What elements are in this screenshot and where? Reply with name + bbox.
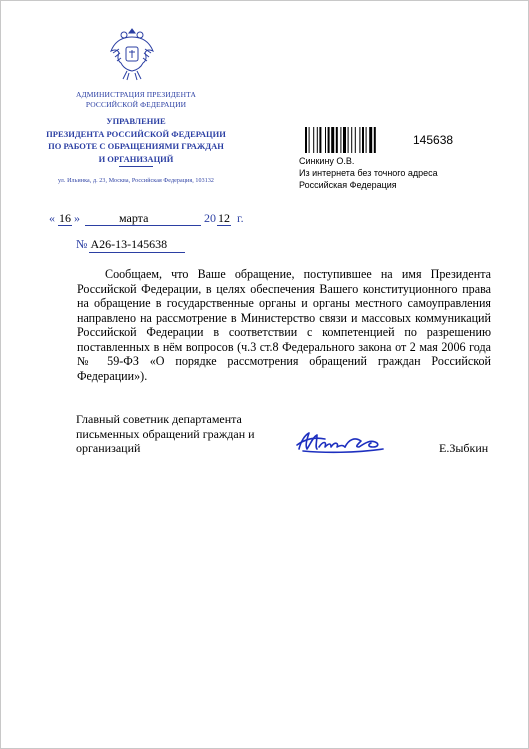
barcode (305, 127, 399, 153)
recipient-country: Российская Федерация (299, 180, 397, 190)
letter-body: Сообщаем, что Ваше обращение, поступившее на имя Президента Российской Федерации, в целях обеспечения Вашего конституционного права на обращение в государственные органы и органы местного самоуправления направлено на рассмотрение в Министерство связи и массовых коммуникаций Российской Федерации в соответствии с компетенцией по разрешению поставленных в нём вопросов (ч.3 ст.8 Федерального закона от 2 мая 2006 года № 59-ФЗ «О порядке рассмотрения обращений граждан Российской Федерации»). (77, 267, 491, 383)
header-address: ул. Ильинка, д. 23, Москва, Российская Федерация, 103132 (57, 178, 215, 184)
coat-of-arms-emblem (109, 23, 155, 83)
date-close-quote: » (74, 211, 80, 225)
signer-title: Главный советник департамента письменных обращений граждан и организаций (76, 412, 255, 455)
letter-date (49, 211, 249, 227)
administration-name: АДМИНИСТРАЦИЯ ПРЕЗИДЕНТА РОССИЙСКОЙ ФЕДЕРАЦИИ (76, 90, 196, 109)
registration-prefix: № (76, 237, 88, 251)
barcode-number: 145638 (413, 133, 454, 147)
date-year-prefix: 20 (204, 211, 216, 225)
recipient-name: Синкину О.В. (299, 156, 355, 166)
registration-value: А26-13-145638 (90, 237, 168, 251)
signer-name: Е.Зыбкин (439, 441, 489, 455)
recipient-block (299, 155, 438, 191)
registration-number (76, 237, 167, 252)
recipient-source: Из интернета без точного адреса (299, 168, 438, 178)
date-open-quote: « (49, 211, 55, 225)
date-month: марта (119, 211, 149, 225)
date-year-suffix: 12 (218, 211, 230, 225)
handwritten-signature (295, 427, 387, 455)
department-name: УПРАВЛЕНИЕ ПРЕЗИДЕНТА РОССИЙСКОЙ ФЕДЕРАЦИИ ПО РАБОТЕ С ОБРАЩЕНИЯМИ ГРАЖДАН И ОРГАНИЗАЦИЙ (46, 116, 226, 164)
date-suffix: г. (237, 211, 244, 225)
registration-underline (89, 252, 185, 253)
header-divider (119, 166, 153, 167)
date-day: 16 (59, 211, 71, 225)
